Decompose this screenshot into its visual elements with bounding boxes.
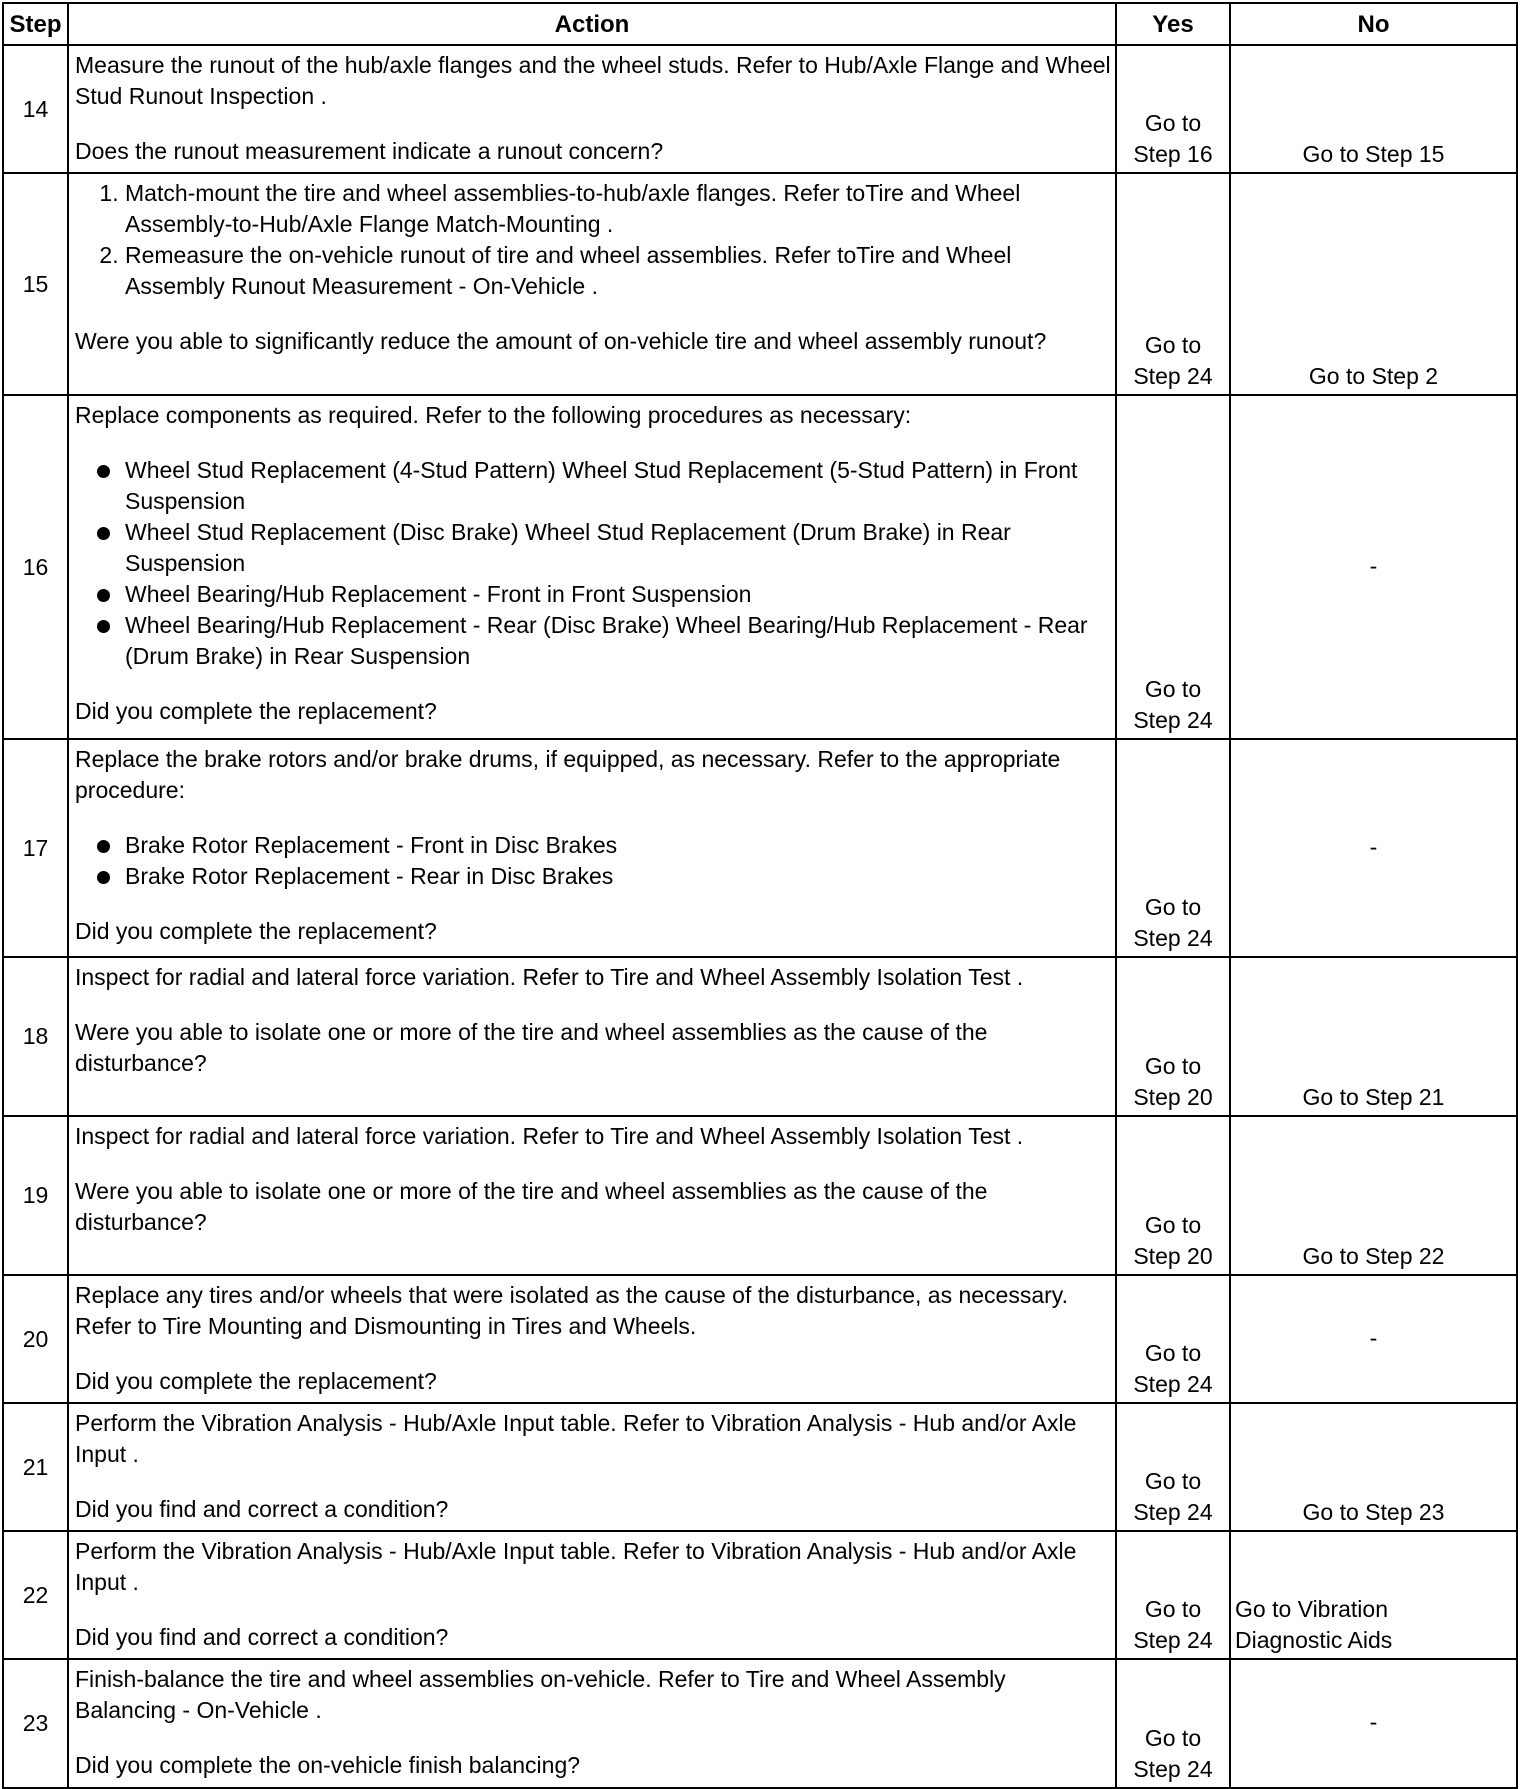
no-text: - xyxy=(1369,552,1378,579)
table-row xyxy=(3,1531,1517,1659)
action-question: Did you complete the replacement? xyxy=(75,1368,437,1394)
bullet-text: Brake Rotor Replacement - Rear in Disc Brakes xyxy=(125,863,614,889)
step-number: 19 xyxy=(3,1116,68,1275)
action-text: Replace components as required. Refer to the following procedures as necessary: xyxy=(75,402,912,428)
spacer xyxy=(75,672,1111,696)
table-row xyxy=(3,739,1517,957)
bullet-item xyxy=(75,579,1111,610)
action-question: Did you find and correct a condition? xyxy=(75,1624,449,1650)
no-text: - xyxy=(1369,833,1378,860)
spacer xyxy=(75,302,1111,326)
action-cell xyxy=(68,173,1116,395)
spacer xyxy=(75,1470,1111,1494)
action-question: Were you able to isolate one or more of the tire and wheel assemblies as the cause of the disturbance? xyxy=(75,1019,988,1076)
no-cell xyxy=(1230,739,1517,957)
bullet-item xyxy=(75,455,1111,517)
no-text: Go to Step 23 xyxy=(1302,1499,1445,1525)
spacer xyxy=(75,806,1111,830)
yes-cell xyxy=(1116,1116,1230,1275)
no-text: - xyxy=(1369,1324,1378,1351)
yes-text: Go to xyxy=(1144,1596,1202,1622)
bullet-item xyxy=(75,861,1111,892)
bullet-text: Wheel Bearing/Hub Replacement - Rear (Disc Brake) Wheel Bearing/Hub Replacement - Rear (Drum Brake) in Rear Suspension xyxy=(125,612,1088,669)
bullet-dot-icon xyxy=(97,871,110,884)
action-question: Did you complete the replacement? xyxy=(75,698,437,724)
yes-text: Go to xyxy=(1144,1725,1202,1751)
yes-text: Step 24 xyxy=(1133,1499,1213,1525)
yes-cell xyxy=(1116,1659,1230,1788)
action-text: Replace any tires and/or wheels that were isolated as the cause of the disturbance, as necessary. Refer to Tire Mounting and Dismounting in Tires and Wheels. xyxy=(75,1282,1068,1339)
table-header-row xyxy=(3,3,1517,45)
yes-cell xyxy=(1116,1531,1230,1659)
yes-text: Go to xyxy=(1144,110,1202,136)
spacer xyxy=(75,1726,1111,1750)
action-cell xyxy=(68,45,1116,173)
step-number: 18 xyxy=(3,957,68,1116)
action-text: Perform the Vibration Analysis - Hub/Axle Input table. Refer to Vibration Analysis - Hub and/or Axle Input . xyxy=(75,1410,1077,1467)
bullet-dot-icon xyxy=(97,840,110,853)
bullet-item xyxy=(75,830,1111,861)
action-question: Did you complete the replacement? xyxy=(75,918,437,944)
action-cell xyxy=(68,1275,1116,1403)
yes-text: Step 24 xyxy=(1133,1627,1213,1653)
action-cell xyxy=(68,395,1116,739)
header-action: Action xyxy=(68,3,1116,45)
yes-text: Step 24 xyxy=(1133,1371,1213,1397)
table-row xyxy=(3,395,1517,739)
action-cell xyxy=(68,1116,1116,1275)
yes-text: Go to xyxy=(1144,676,1202,702)
yes-text: Go to xyxy=(1144,1053,1202,1079)
yes-text: Step 16 xyxy=(1133,141,1213,167)
no-text: Go to Step 22 xyxy=(1302,1243,1445,1269)
step-number: 22 xyxy=(3,1531,68,1659)
bullet-dot-icon xyxy=(97,527,110,540)
no-cell xyxy=(1230,1116,1517,1275)
numbered-list xyxy=(75,178,1111,302)
yes-cell xyxy=(1116,739,1230,957)
table-row xyxy=(3,1116,1517,1275)
no-cell xyxy=(1230,1659,1517,1788)
step-number: 14 xyxy=(3,45,68,173)
bullet-dot-icon xyxy=(97,620,110,633)
yes-cell xyxy=(1116,395,1230,739)
table-row xyxy=(3,1275,1517,1403)
yes-text: Step 24 xyxy=(1133,1756,1213,1782)
action-question: Does the runout measurement indicate a runout concern? xyxy=(75,138,664,164)
no-cell xyxy=(1230,173,1517,395)
no-cell xyxy=(1230,1403,1517,1531)
action-cell xyxy=(68,739,1116,957)
table-row xyxy=(3,173,1517,395)
numbered-item: 1. Match-mount the tire and wheel assemblies-to-hub/axle flanges. Refer toTire and Wheel Assembly-to-Hub/Axle Flange Match-Mounting . xyxy=(125,178,1111,240)
yes-text: Go to xyxy=(1144,1340,1202,1366)
no-cell xyxy=(1230,1275,1517,1403)
yes-cell xyxy=(1116,173,1230,395)
step-number: 16 xyxy=(3,395,68,739)
yes-text: Step 24 xyxy=(1133,707,1213,733)
yes-text: Go to xyxy=(1144,894,1202,920)
spacer xyxy=(75,431,1111,455)
no-cell xyxy=(1230,1531,1517,1659)
bullet-text: Wheel Stud Replacement (4-Stud Pattern) Wheel Stud Replacement (5-Stud Pattern) in Front Suspension xyxy=(125,457,1078,514)
spacer xyxy=(75,1342,1111,1366)
spacer xyxy=(75,1598,1111,1622)
action-text: Finish-balance the tire and wheel assemblies on-vehicle. Refer to Tire and Wheel Assembly Balancing - On-Vehicle . xyxy=(75,1666,1006,1723)
no-text: Go to Vibration xyxy=(1235,1596,1389,1622)
action-cell xyxy=(68,957,1116,1116)
table-row xyxy=(3,45,1517,173)
spacer xyxy=(75,993,1111,1017)
no-text: - xyxy=(1369,1709,1378,1735)
header-step: Step xyxy=(3,3,68,45)
action-text: Inspect for radial and lateral force variation. Refer to Tire and Wheel Assembly Isolation Test . xyxy=(75,1123,1024,1149)
action-question: Were you able to isolate one or more of the tire and wheel assemblies as the cause of the disturbance? xyxy=(75,1178,988,1235)
numbered-item: 2. Remeasure the on-vehicle runout of tire and wheel assemblies. Refer toTire and Wheel Assembly Runout Measurement - On-Vehicle . xyxy=(125,240,1111,302)
yes-cell xyxy=(1116,1403,1230,1531)
yes-text: Go to xyxy=(1144,332,1202,358)
no-text: Go to Step 2 xyxy=(1308,363,1439,389)
yes-cell xyxy=(1116,957,1230,1116)
yes-cell xyxy=(1116,45,1230,173)
action-text: Perform the Vibration Analysis - Hub/Axle Input table. Refer to Vibration Analysis - Hub and/or Axle Input . xyxy=(75,1538,1077,1595)
step-number: 20 xyxy=(3,1275,68,1403)
no-cell xyxy=(1230,395,1517,739)
spacer xyxy=(75,112,1111,136)
header-yes: Yes xyxy=(1116,3,1230,45)
no-text: Go to Step 15 xyxy=(1302,141,1445,167)
bullet-text: Wheel Stud Replacement (Disc Brake) Wheel Stud Replacement (Drum Brake) in Rear Suspension xyxy=(125,519,1011,576)
action-question: Did you complete the on-vehicle finish balancing? xyxy=(75,1752,581,1778)
action-text: Replace the brake rotors and/or brake drums, if equipped, as necessary. Refer to the appropriate procedure: xyxy=(75,746,1061,803)
step-number: 15 xyxy=(3,173,68,395)
table-row xyxy=(3,957,1517,1116)
step-number: 23 xyxy=(3,1659,68,1788)
yes-cell xyxy=(1116,1275,1230,1403)
action-cell xyxy=(68,1659,1116,1788)
yes-text: Step 24 xyxy=(1133,363,1213,389)
bullet-dot-icon xyxy=(97,589,110,602)
step-number: 17 xyxy=(3,739,68,957)
no-cell xyxy=(1230,957,1517,1116)
table-row xyxy=(3,1659,1517,1788)
spacer xyxy=(75,1152,1111,1176)
bullet-item xyxy=(75,610,1111,672)
no-text: Diagnostic Aids xyxy=(1235,1627,1393,1653)
action-text: Measure the runout of the hub/axle flanges and the wheel studs. Refer to Hub/Axle Flange and Wheel Stud Runout Inspection . xyxy=(75,52,1111,109)
table-body xyxy=(3,45,1517,1788)
yes-text: Go to xyxy=(1144,1468,1202,1494)
bullet-list xyxy=(75,830,1111,892)
action-question: Did you find and correct a condition? xyxy=(75,1496,449,1522)
no-text: Go to Step 21 xyxy=(1302,1084,1445,1110)
action-question: Were you able to significantly reduce the amount of on-vehicle tire and wheel assembly runout? xyxy=(75,328,1047,354)
bullet-list xyxy=(75,455,1111,672)
yes-text: Step 24 xyxy=(1133,925,1213,951)
action-cell xyxy=(68,1403,1116,1531)
bullet-text: Brake Rotor Replacement - Front in Disc Brakes xyxy=(125,832,618,858)
bullet-text: Wheel Bearing/Hub Replacement - Front in Front Suspension xyxy=(125,581,752,607)
step-number: 21 xyxy=(3,1403,68,1531)
action-text: Inspect for radial and lateral force variation. Refer to Tire and Wheel Assembly Isolation Test . xyxy=(75,964,1024,990)
bullet-dot-icon xyxy=(97,465,110,478)
no-cell xyxy=(1230,45,1517,173)
yes-text: Go to xyxy=(1144,1212,1202,1238)
yes-text: Step 20 xyxy=(1133,1084,1213,1110)
table-row xyxy=(3,1403,1517,1531)
bullet-item xyxy=(75,517,1111,579)
diagnostic-table xyxy=(2,2,1518,1789)
yes-text: Step 20 xyxy=(1133,1243,1213,1269)
action-cell xyxy=(68,1531,1116,1659)
spacer xyxy=(75,892,1111,916)
header-no: No xyxy=(1230,3,1517,45)
